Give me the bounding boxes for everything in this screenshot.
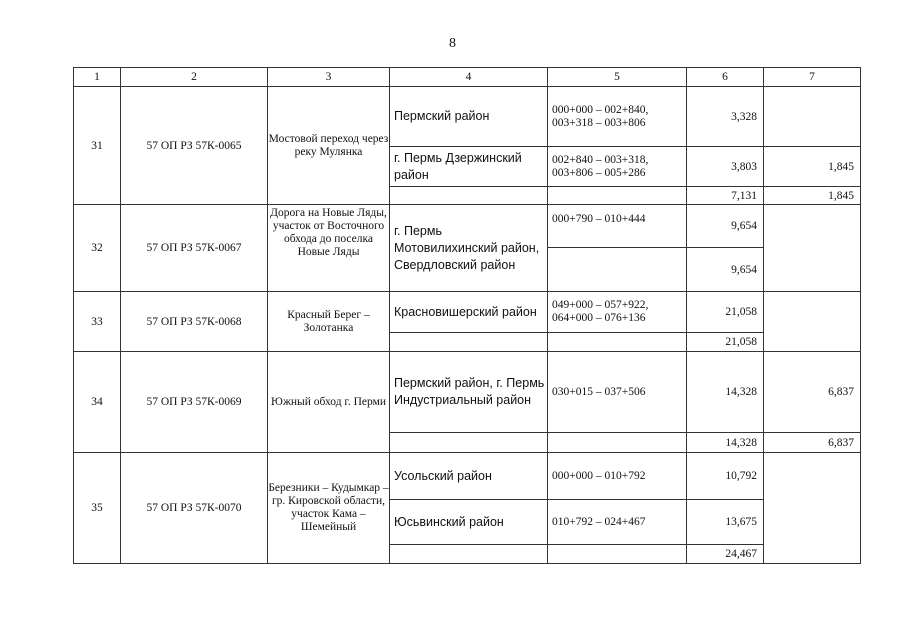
header-cell: 6 [687,68,764,87]
road-name: Мостовой переход через реку Мулянка [268,87,390,205]
km-range: 002+840 – 003+318, 003+806 – 005+286 [548,147,687,187]
total-col7: 6,837 [764,433,861,453]
length-cell: 13,675 [687,500,764,545]
total-length: 14,328 [687,433,764,453]
region-cell: Юсьвинский район [390,500,548,545]
row-number: 34 [74,352,121,453]
road-code: 57 ОП РЗ 57К-0065 [121,87,268,205]
header-cell: 4 [390,68,548,87]
total-length: 9,654 [687,248,764,292]
length-cell: 3,328 [687,87,764,147]
empty-cell [548,248,687,292]
length-cell: 10,792 [687,453,764,500]
region-cell: Пермский район [390,87,548,147]
road-name: Березники – Кудымкар – гр. Кировской области, участок Кама – Шемейный [268,453,390,564]
road-name: Южный обход г. Перми [268,352,390,453]
empty-cell [548,545,687,564]
col7-cell [764,292,861,352]
header-cell: 1 [74,68,121,87]
header-cell: 7 [764,68,861,87]
km-range: 030+015 – 037+506 [548,352,687,433]
km-range: 010+792 – 024+467 [548,500,687,545]
header-cell: 2 [121,68,268,87]
header-row [74,68,861,87]
empty-cell [390,433,548,453]
region-cell: Усольский район [390,453,548,500]
length-cell: 9,654 [687,205,764,248]
road-code: 57 ОП РЗ 57К-0068 [121,292,268,352]
region-cell: г. Пермь Дзержинский район [390,147,548,187]
col7-cell: 1,845 [764,147,861,187]
km-range: 049+000 – 057+922, 064+000 – 076+136 [548,292,687,333]
row-number: 31 [74,87,121,205]
road-code: 57 ОП РЗ 57К-0070 [121,453,268,564]
empty-cell [390,187,548,205]
row-number: 33 [74,292,121,352]
km-range: 000+000 – 010+792 [548,453,687,500]
empty-cell [390,333,548,352]
col7-cell [764,205,861,292]
header-cell: 5 [548,68,687,87]
row-number: 35 [74,453,121,564]
table-row [74,453,861,500]
empty-cell [548,187,687,205]
km-range: 000+790 – 010+444 [548,205,687,248]
road-code: 57 ОП РЗ 57К-0069 [121,352,268,453]
length-cell: 14,328 [687,352,764,433]
region-cell: Пермский район, г. Пермь Индустриальный район [390,352,548,433]
col7-cell [764,453,861,564]
length-cell: 3,803 [687,147,764,187]
table-row [74,292,861,333]
total-length: 21,058 [687,333,764,352]
region-cell: Красновишерский район [390,292,548,333]
region-cell: г. Пермь Мотовилихинский район, Свердловский район [390,205,548,292]
total-length: 7,131 [687,187,764,205]
roads-table [73,67,861,564]
row-number: 32 [74,205,121,292]
road-code: 57 ОП РЗ 57К-0067 [121,205,268,292]
empty-cell [548,433,687,453]
km-range: 000+000 – 002+840, 003+318 – 003+806 [548,87,687,147]
empty-cell [548,333,687,352]
length-cell: 21,058 [687,292,764,333]
page-number: 8 [449,36,456,51]
road-name: Красный Берег – Золотанка [268,292,390,352]
table-row [74,87,861,147]
empty-cell [390,545,548,564]
road-name: Дорога на Новые Ляды, участок от Восточного обхода до поселка Новые Ляды [268,205,390,292]
col7-cell [764,87,861,147]
table-row [74,352,861,433]
table-row [74,205,861,248]
total-length: 24,467 [687,545,764,564]
header-cell: 3 [268,68,390,87]
col7-cell: 6,837 [764,352,861,433]
total-col7: 1,845 [764,187,861,205]
